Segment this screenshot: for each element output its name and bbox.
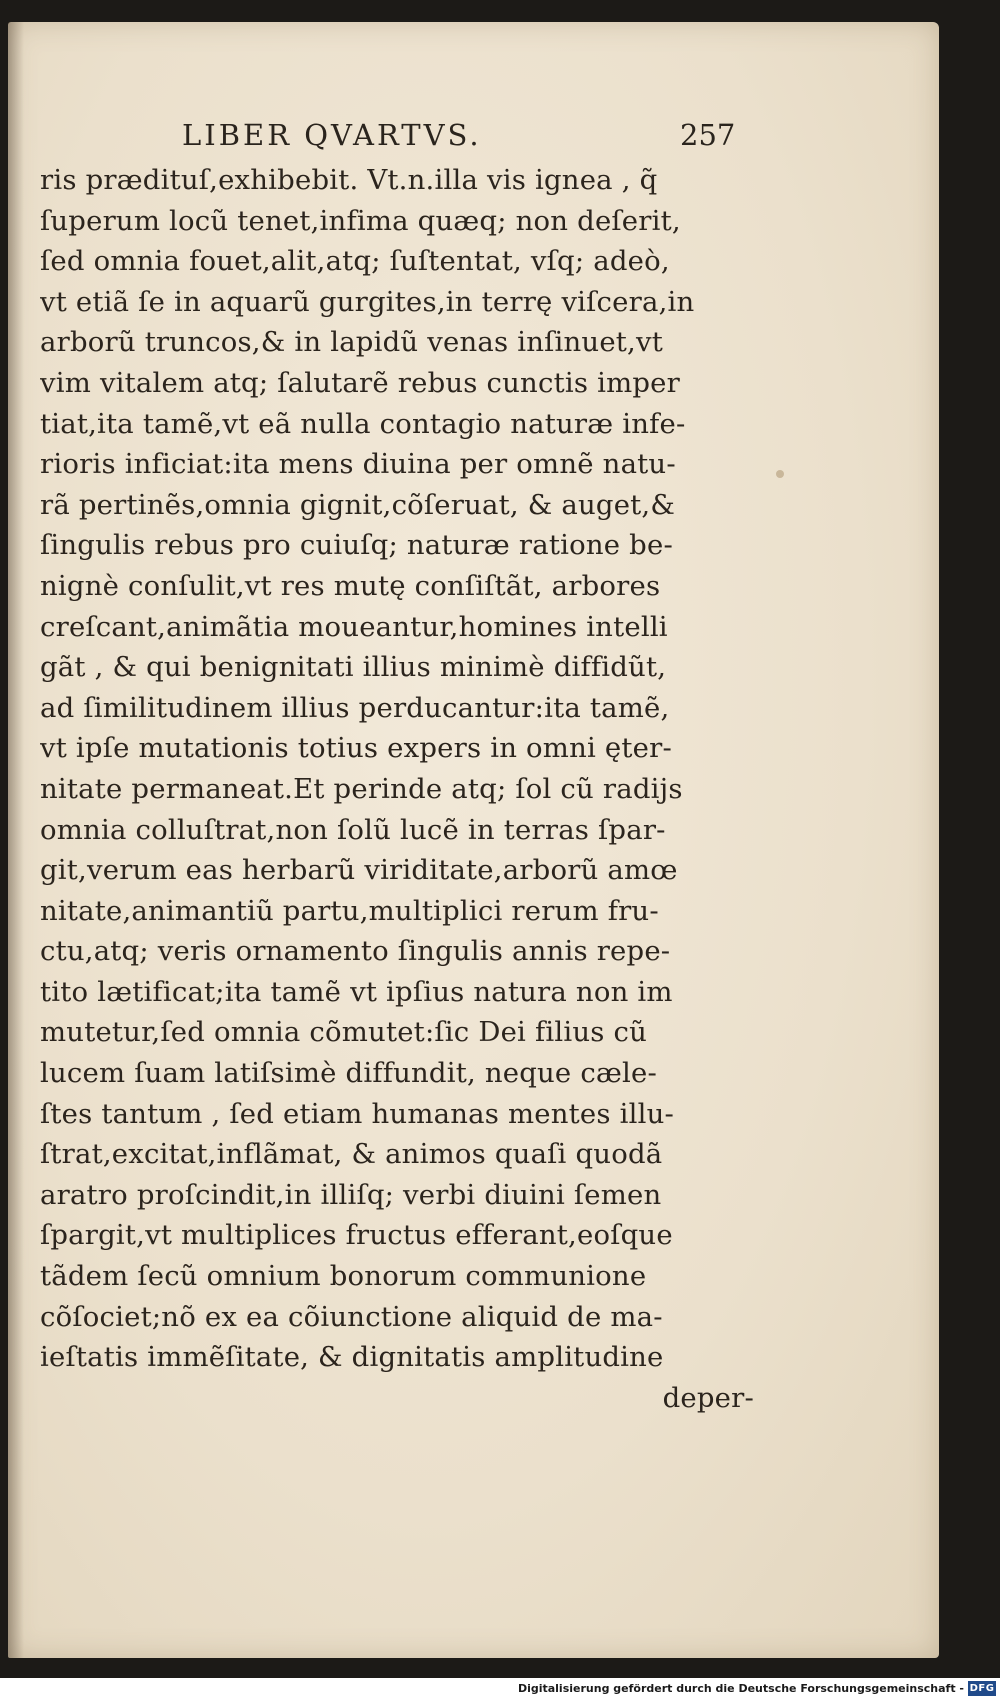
text-line: lucem ſuam latiſsimè diffundit, neque cæle- — [40, 1057, 657, 1090]
text-line: vim vitalem atq; ſalutarẽ rebus cunctis imper — [40, 366, 680, 399]
text-line: aratro proſcindit,in illiſq; verbi diuini ſemen — [40, 1178, 662, 1211]
text-line: ſpargit,vt multiplices fructus efferant,eoſque — [40, 1219, 673, 1252]
page-gutter-shadow — [8, 22, 24, 1658]
text-line: rã pertinẽs,omnia gignit,cõſeruat, & auget,& — [40, 488, 676, 521]
text-line: tãdem ſecũ omnium bonorum communione — [40, 1260, 647, 1293]
text-line: vt etiã ſe in aquarũ gurgites,in terrę viſcera,in — [40, 285, 695, 318]
text-line: ſuperum locũ tenet,infima quæq; non deſerit, — [40, 204, 681, 237]
text-line: ſtrat,excitat,inflãmat, & animos quaſi quodã — [40, 1138, 663, 1171]
text-line: mutetur,ſed omnia cõmutet:ſic Dei filius cũ — [40, 1016, 648, 1049]
text-line: ad ſimilitudinem illius perducantur:ita tamẽ, — [40, 691, 670, 724]
funding-credit: Digitalisierung gefördert durch die Deutsche Forschungsgemeinschaft - — [517, 1682, 964, 1695]
text-line: ctu,atq; veris ornamento ſingulis annis repe- — [40, 935, 671, 968]
text-line: ſed omnia fouet,alit,atq; ſuſtentat, vſq; adeò, — [40, 245, 670, 278]
text-line: rioris inficiat:ita mens diuina per omnẽ natu- — [40, 448, 676, 481]
text-line: tito lætificat;ita tamẽ vt ipſius natura non im — [40, 975, 673, 1008]
page-number: 257 — [680, 118, 736, 152]
text-line: ſtes tantum , ſed etiam humanas mentes illu- — [40, 1097, 674, 1130]
text-line: omnia colluſtrat,non ſolũ lucẽ in terras ſpar- — [40, 813, 666, 846]
text-line: tiat,ita tamẽ,vt eã nulla contagio naturæ infe- — [40, 407, 686, 440]
body-text — [40, 160, 754, 1418]
running-head: LIBER QVARTVS. — [182, 118, 482, 152]
text-line: ieſtatis immẽſitate, & dignitatis amplitudine — [40, 1341, 664, 1374]
text-line: nitate,animantiũ partu,multiplici rerum fru- — [40, 894, 659, 927]
text-line: vt ipſe mutationis totius expers in omni ęter- — [40, 732, 672, 765]
text-line: ſingulis rebus pro cuiuſq; naturæ ratione be- — [40, 529, 673, 562]
digitization-footer — [0, 1678, 1000, 1701]
text-line: cõſociet;nõ ex ea cõiunctione aliquid de ma- — [40, 1300, 663, 1333]
text-line: ris prædituſ,exhibebit. Vt.n.illa vis ignea , q̃ — [40, 164, 658, 196]
paper-speck — [776, 470, 784, 478]
catchword: deper- — [662, 1381, 754, 1414]
text-line: creſcant,animãtia moueantur,homines intelli — [40, 610, 668, 643]
dfg-logo: DFG — [969, 1683, 995, 1694]
text-line: arborũ truncos,& in lapidũ venas inſinuet,vt — [40, 326, 663, 359]
text-line: gãt , & qui benignitati illius minimè diffidũt, — [40, 651, 667, 684]
text-line: nignè conſulit,vt res mutę conſiſtãt, arbores — [40, 569, 661, 602]
text-line: nitate permaneat.Et perinde atq; ſol cũ radijs — [40, 772, 683, 805]
text-line: git,verum eas herbarũ viriditate,arborũ amœ — [40, 854, 678, 887]
